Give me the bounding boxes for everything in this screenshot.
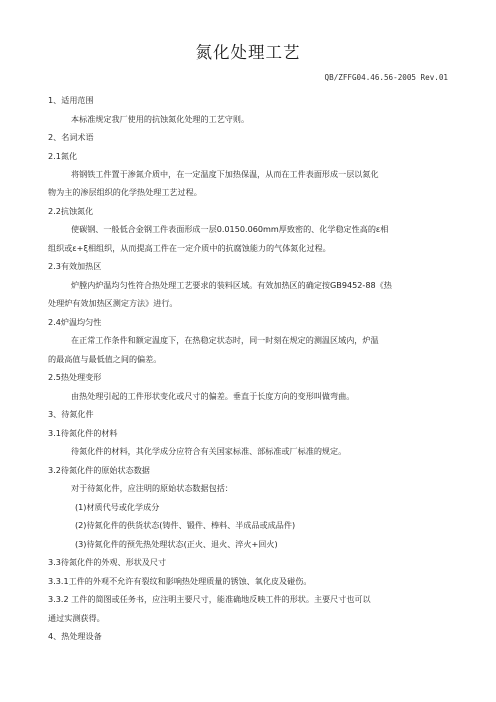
- subsection-heading: 2.3有效加热区: [48, 261, 102, 271]
- list-item: (3)待氮化件的预先热处理状态(正火、退火、淬火+回火): [75, 539, 278, 549]
- subsection-heading: 2.1氮化: [48, 151, 78, 161]
- paragraph-line: 在正常工作条件和额定温度下，在热稳定状态时，同一时刻在规定的测温区域内，炉温: [71, 335, 379, 345]
- subsection-heading: 2.2抗蚀氮化: [48, 206, 94, 216]
- paragraph-line: 的最高值与最低值之间的偏差。: [48, 354, 162, 364]
- paragraph-line: 炉膛内炉温均匀性符合热处理工艺要求的装料区域。有效加热区的确定按GB9452-88《热: [71, 280, 392, 290]
- paragraph-line: 由热处理引起的工件形状变化或尺寸的偏差。垂直于长度方向的变形叫做弯曲。: [71, 391, 355, 401]
- list-item: (2)待氮化件的供货状态(铸件、锻件、棒料、半成品或成品件): [75, 520, 296, 530]
- section-heading: 4、热处理设备: [48, 631, 102, 641]
- subsection-heading: 3.3待氮化件的外观、形状及尺寸: [48, 557, 167, 567]
- paragraph-line: 使碳钢、一般低合金钢工件表面形成一层0.0150.060mm厚致密的、化学稳定性高的ε相: [71, 224, 389, 234]
- paragraph-line: 3.3.1工件的外观不允许有裂纹和影响热处理质量的锈蚀、氧化皮及碰伤。: [48, 576, 312, 586]
- subsection-heading: 3.2待氮化件的原始状态数据: [48, 465, 150, 475]
- paragraph-line: 待氮化件的材料，其化学成分应符合有关国家标准、部标准或厂标准的规定。: [71, 446, 347, 456]
- subsection-heading: 3.1待氮化件的材料: [48, 428, 118, 438]
- section-heading: 2、名词术语: [48, 132, 94, 142]
- document-number: QB/ZFFG04.46.56-2005 Rev.01: [324, 73, 448, 82]
- paragraph-line: 通过实测获得。: [48, 613, 105, 623]
- list-item: (1)材质代号或化学成分: [75, 502, 160, 512]
- document-title: 氮化处理工艺: [195, 43, 301, 62]
- paragraph-line: 组织或ε+ξ相组织，从而提高工件在一定介质中的抗腐蚀能力的气体氮化过程。: [48, 243, 331, 253]
- paragraph-line: 3.3.2 工件的简图或任务书，应注明主要尺寸，能准确地反映工件的形状。主要尺寸也可以: [48, 594, 371, 604]
- paragraph-line: 本标准规定我厂使用的抗蚀氮化处理的工艺守则。: [71, 114, 250, 124]
- paragraph-line: 对于待氮化件，应注明的原始状态数据包括：: [71, 483, 233, 493]
- subsection-heading: 2.4炉温均匀性: [48, 317, 102, 327]
- subsection-heading: 2.5热处理变形: [48, 372, 102, 382]
- section-heading: 1、适用范围: [48, 95, 94, 105]
- paragraph-line: 将钢铁工件置于渗氮介质中，在一定温度下加热保温，从而在工件表面形成一层以氮化: [71, 169, 379, 179]
- paragraph-line: 物为主的渗层组织的化学热处理工艺过程。: [48, 187, 202, 197]
- paragraph-line: 处理炉有效加热区测定方法》进行。: [48, 298, 178, 308]
- section-heading: 3、待氮化件: [48, 409, 94, 419]
